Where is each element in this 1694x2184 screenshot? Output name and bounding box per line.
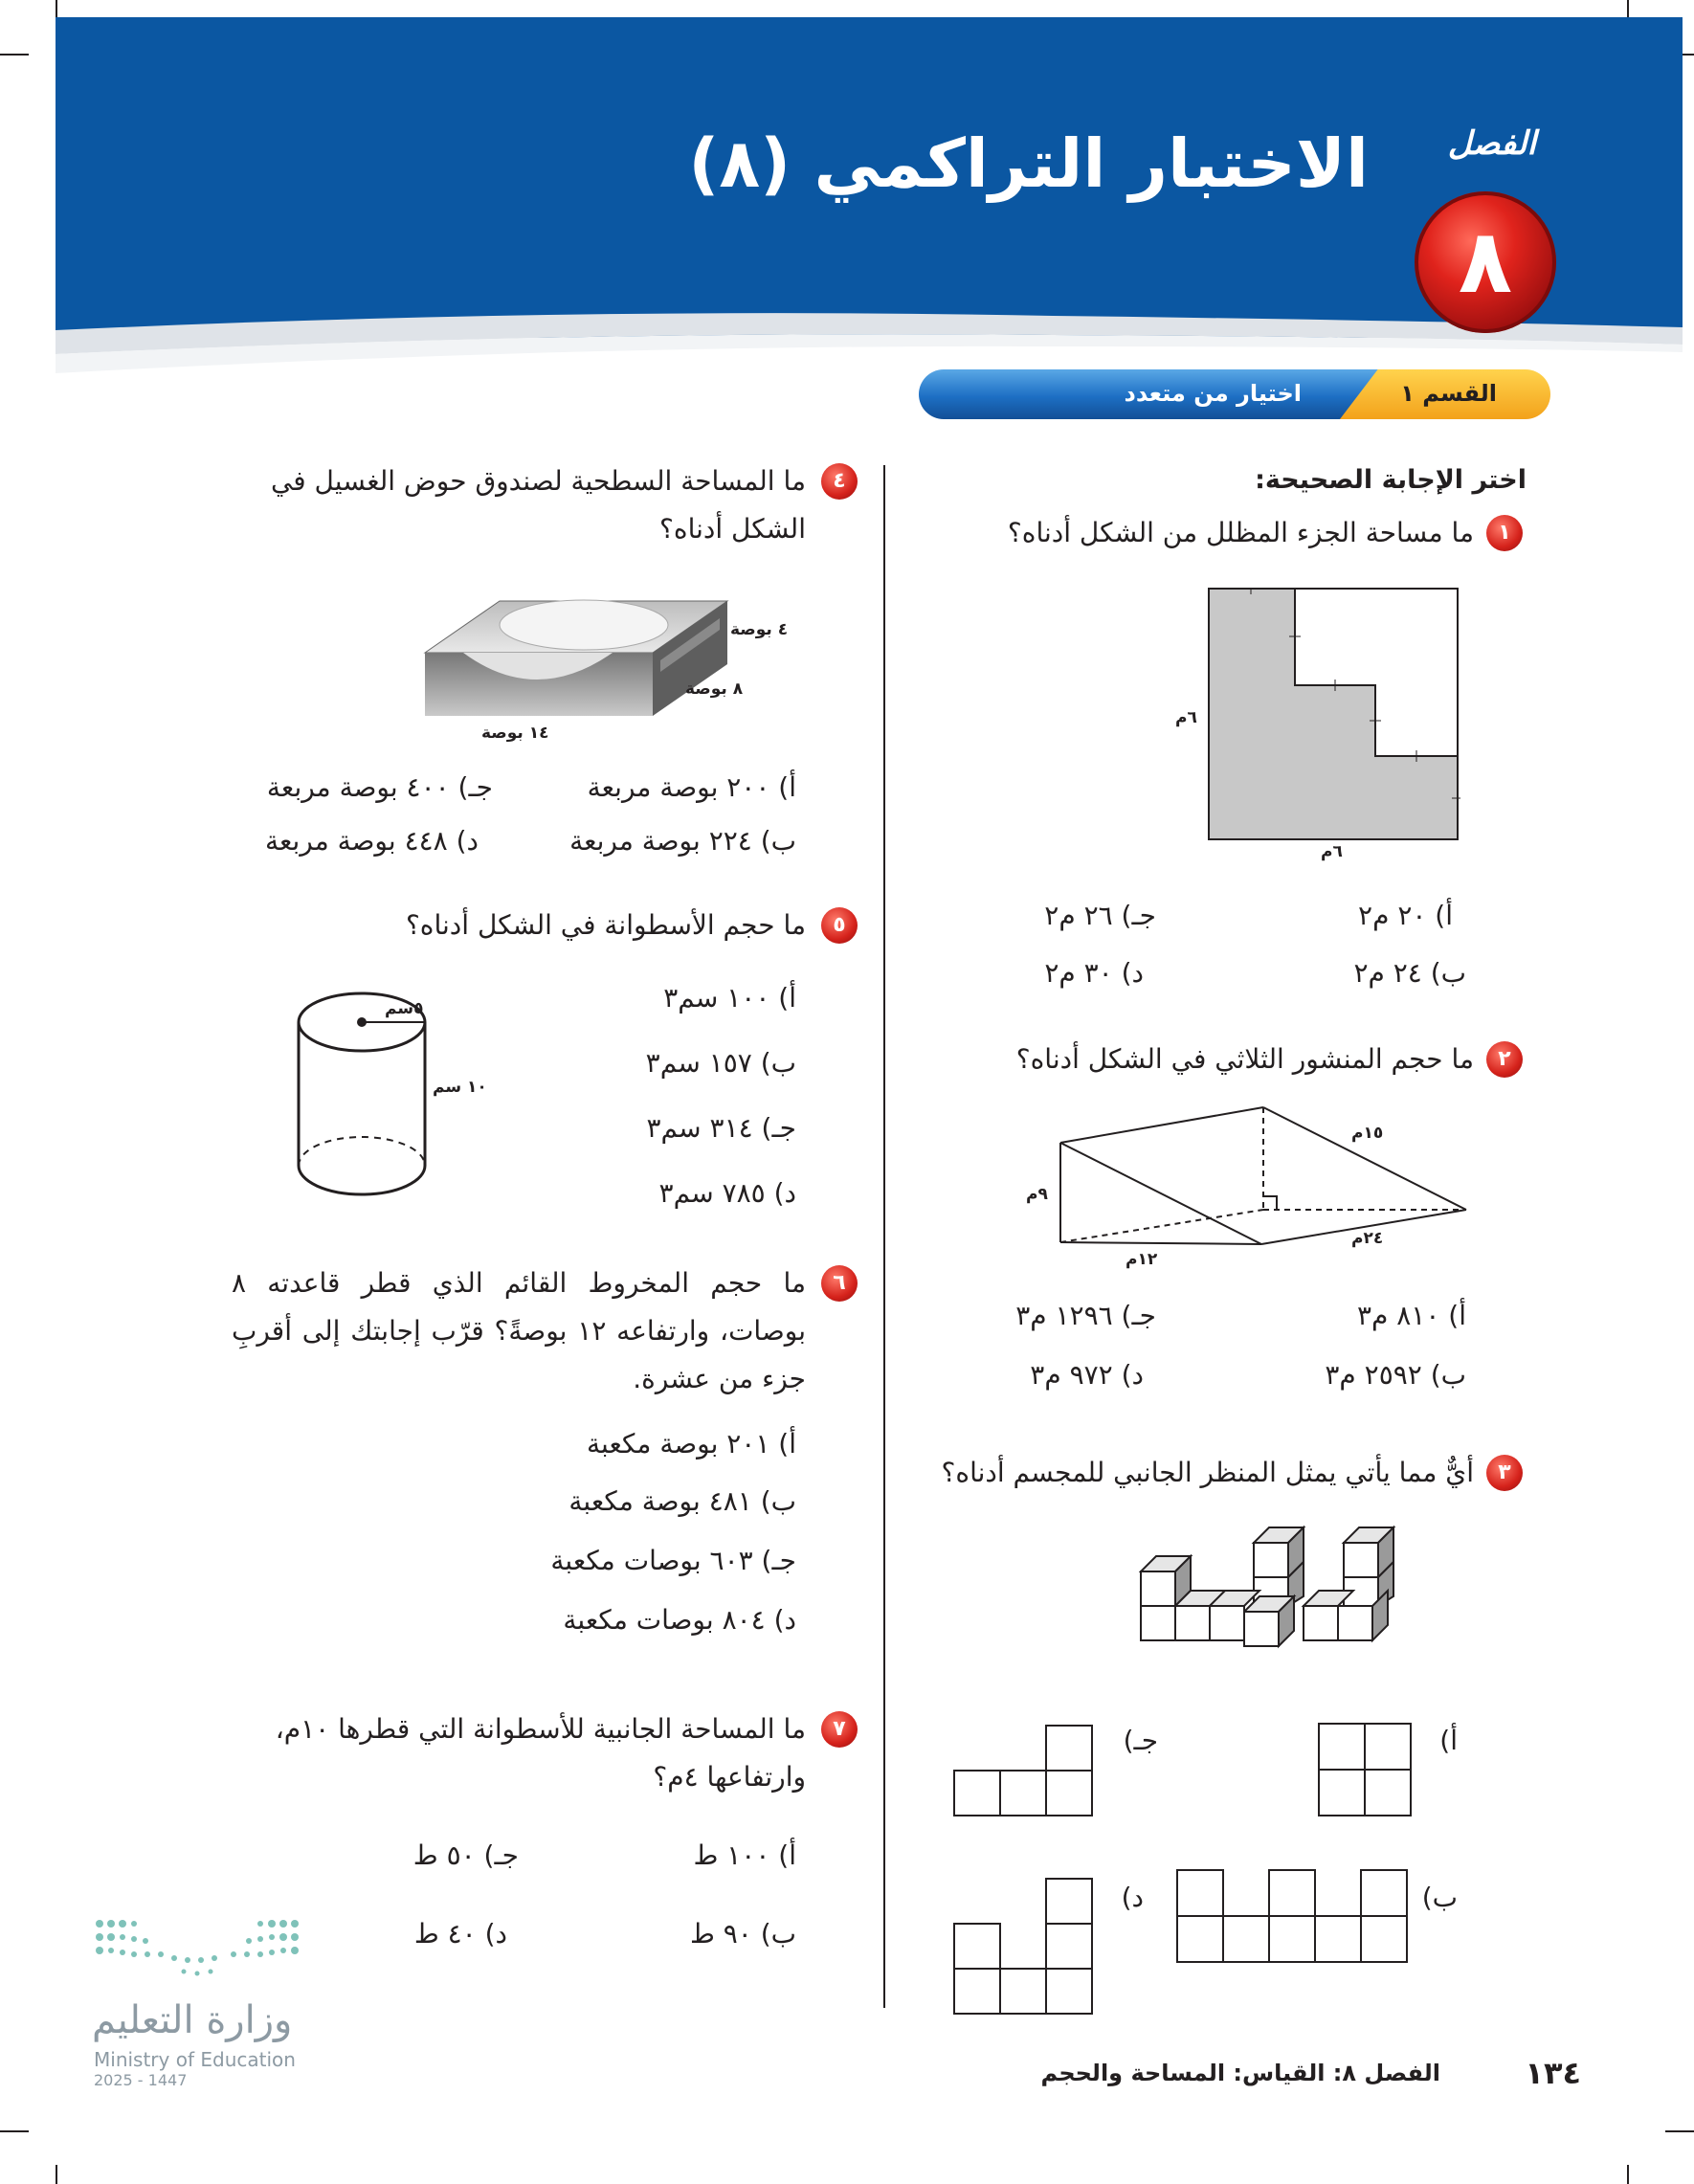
option-a[interactable]: أ) ١٠٠ سم٣ [663,982,796,1014]
option-c[interactable]: جـ) ٥٠ ط [412,1839,519,1871]
cube-solid-figure [1139,1522,1426,1665]
option-b[interactable]: ب) ١٥٧ سم٣ [645,1047,796,1079]
ministry-logo-icon [92,1916,302,1983]
figure-label-bottom: ٦م [1321,842,1343,861]
option-b[interactable]: ب) [1421,1882,1458,1913]
chapter-word: الفصل [1447,124,1536,163]
footer-chapter-caption: الفصل ٨: القياس: المساحة والحجم [1040,2060,1440,2086]
option-a[interactable]: أ) ١٠٠ ط [693,1839,796,1871]
ministry-year: 2025 - 1447 [94,2071,188,2089]
option-b[interactable]: ب) ٢٢٤ بوصة مربعة [569,825,796,857]
figure-label-height: ٩م [1026,1185,1048,1204]
option-d[interactable]: د) [1121,1882,1144,1913]
question-number: ٥ [821,907,858,944]
question-text: ما المساحة السطحية لصندوق حوض الغسيل في الشكل أدناه؟ [270,465,806,545]
section-label: القسم ١ [1400,380,1497,407]
shaded-l-shape-figure [1208,588,1460,846]
option-b[interactable]: ب) ٢٥٩٢ م٣ [1325,1359,1466,1391]
option-d[interactable]: د) ٤٤٨ بوصة مربعة [264,825,479,857]
question-number: ٧ [821,1711,858,1748]
option-b-grid [1175,1868,1415,1964]
option-c[interactable]: جـ) ١٢٩٦ م٣ [1015,1300,1156,1331]
question-text: أيٌّ مما يأتي يمثل المنظر الجانبي للمجسم أدناه؟ [941,1457,1474,1488]
option-d[interactable]: د) ٧٨٥ سم٣ [658,1177,796,1209]
ministry-name-en: Ministry of Education [94,2048,296,2071]
question-text: ما المساحة الجانبية للأسطوانة التي قطرها ١٠م، وارتفاعها ٤م؟ [275,1713,806,1793]
cylinder-figure [297,992,440,1200]
page-number: ١٣٤ [1525,2055,1581,2091]
question-number: ١ [1486,515,1523,551]
option-b[interactable]: ب) ٩٠ ط [689,1918,796,1950]
question-text: ما حجم الأسطوانة في الشكل أدناه؟ [405,909,806,941]
question-text: ما مساحة الجزء المظلل من الشكل أدناه؟ [1007,517,1474,548]
option-b[interactable]: ب) ٢٤ م٢ [1353,957,1466,989]
option-d[interactable]: د) ٤٠ ط [413,1918,507,1950]
option-c[interactable]: جـ) [1123,1725,1158,1756]
instruction: اختر الإجابة الصحيحة: [1255,465,1527,495]
option-a[interactable]: أ) ٢٠٠ بوصة مربعة [587,771,796,803]
option-d-grid [952,1876,1096,2021]
option-d[interactable]: د) ٣٠ م٢ [1044,957,1144,989]
figure-label-length: ١٤ بوصة [481,724,549,743]
ministry-name-ar: وزارة التعليم [92,1998,293,2042]
option-a[interactable]: أ) [1439,1725,1458,1756]
figure-label-slant: ١٥م [1351,1124,1384,1143]
option-b[interactable]: ب) ٤٨١ بوصة مكعبة [568,1485,796,1517]
figure-label-side: ٦م [1175,708,1197,727]
option-c[interactable]: جـ) ٢٦ م٢ [1044,900,1156,931]
figure-label-radius: ٥سم [385,999,424,1018]
figure-label-height: ٤ بوصة [730,620,789,639]
question-text: ما حجم المخروط القائم الذي قطر قاعدته ٨ بوصات، وارتفاعه ١٢ بوصةً؟ قرّب إجابتك إلى أقربِ جزء من عشرة. [232,1267,806,1394]
option-a[interactable]: أ) ٢٠ م٢ [1358,900,1453,931]
question-number: ٦ [821,1265,858,1302]
section-title: اختيار من متعدد [1124,380,1302,407]
option-c[interactable]: جـ) ٤٠٠ بوصة مربعة [266,771,493,803]
option-a[interactable]: أ) ٢٠١ بوصة مكعبة [586,1428,796,1460]
option-d[interactable]: د) ٩٧٢ م٣ [1030,1359,1144,1391]
sink-box-figure [421,593,737,727]
option-d[interactable]: د) ٨٠٤ بوصات مكعبة [563,1604,796,1636]
page-title: الاختبار التراكمي (٨) [688,124,1369,203]
chapter-number: ٨ [1458,211,1513,313]
question-number: ٤ [821,463,858,500]
figure-label-length: ١٢م [1126,1250,1158,1269]
question-text: ما حجم المنشور الثلاثي في الشكل أدناه؟ [1015,1043,1474,1075]
option-c[interactable]: جـ) ٦٠٣ بوصات مكعبة [550,1545,796,1576]
option-a-grid [1318,1723,1414,1818]
figure-label-width: ٨ بوصة [685,680,744,699]
option-c-grid [952,1723,1096,1818]
triangular-prism-figure [1053,1101,1474,1254]
column-divider [883,465,885,2008]
option-c[interactable]: جـ) ٣١٤ سم٣ [646,1112,796,1144]
question-number: ٢ [1486,1041,1523,1078]
figure-label-base: ٢٤م [1351,1229,1384,1248]
figure-label-height: ١٠ سم [433,1078,487,1097]
question-number: ٣ [1486,1455,1523,1491]
option-a[interactable]: أ) ٨١٠ م٣ [1356,1300,1466,1331]
